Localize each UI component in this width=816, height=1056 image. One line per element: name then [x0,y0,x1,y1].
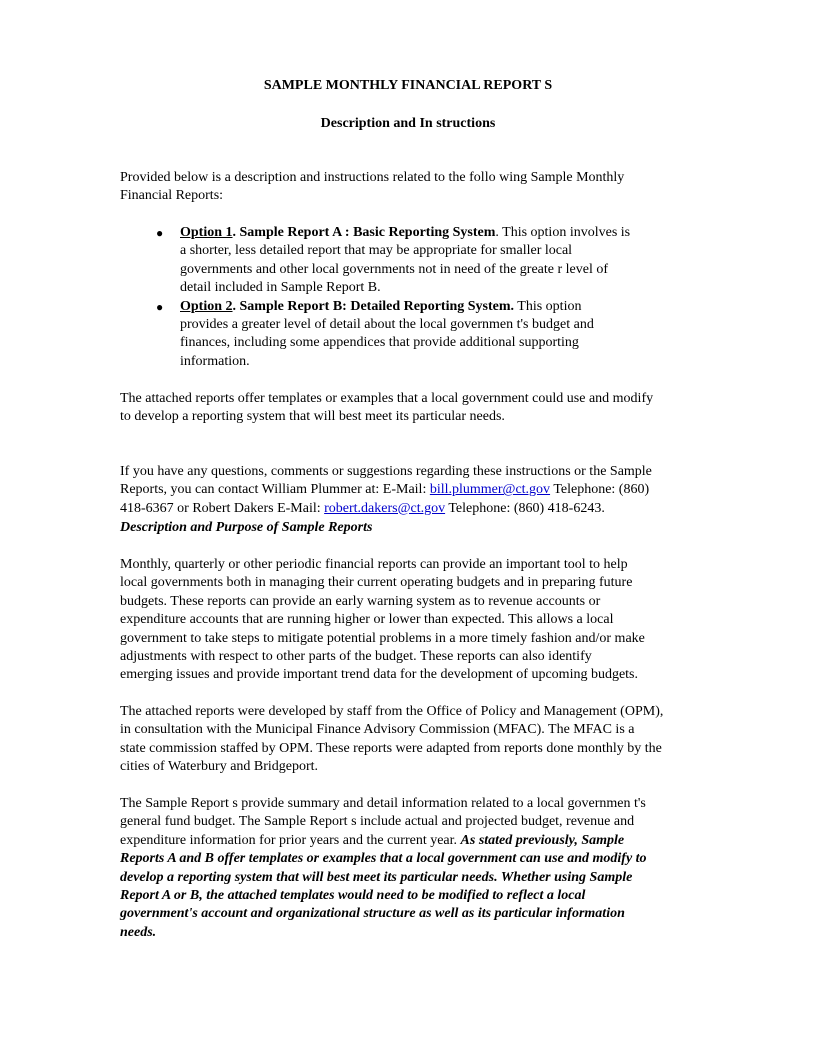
paragraph-line: local governments both in managing their current operating budgets and in preparing future [120,575,633,591]
emphasis-line: government's account and organizational structure as well as its particular information [120,906,625,922]
paragraph-line: The attached reports offer templates or examples that a local government could use and modify [120,391,654,406]
option-text: a shorter, less detailed report that may be appropriate for smaller local [180,243,573,259]
paragraph-line: state commission staffed by OPM. These reports were adapted from reports done monthly by the [120,740,662,756]
option-text: provides a greater level of detail about the local governmen t's budget and [180,317,594,333]
paragraph-line: If you have any questions, comments or suggestions regarding these instructions or the Sample [120,464,652,479]
paragraph-line: general fund budget. The Sample Report s include actual and projected budget, revenue and [120,814,635,830]
emphasis-line: Report A or B, the attached templates would need to be modified to reflect a local [120,888,586,904]
paragraph-text: Telephone: (860) [553,482,650,498]
paragraph-line: adjustments with respect to other parts of the budget. These reports can also identify [120,649,592,665]
bullet-icon: ● [156,226,164,240]
paragraph-text: expenditure information for prior years and the current year. [120,832,461,848]
option-text: information. [180,353,250,369]
emphasis-line: needs. [120,924,157,940]
option-item-2 [156,298,716,372]
paragraph-line: expenditure accounts that are running higher or lower than expected. This allows a local [120,612,614,628]
options-list [156,224,716,371]
document-title: SAMPLE MONTHLY FINANCIAL REPORT S [263,78,553,93]
paragraph-line: The Sample Report s provide summary and detail information related to a local governmen t's [120,796,646,811]
summary-paragraph [120,795,730,942]
option-text: finances, including some appendices that provide additional supporting [180,335,579,351]
section-heading: Description and Purpose of Sample Reports [120,520,373,535]
intro-paragraph [120,169,730,206]
option-item-1 [156,224,716,298]
option-label: Option 2 [180,298,233,314]
paragraph-text: Telephone: (860) 418-6243. [448,500,605,516]
option-text: This option [514,298,582,314]
contacts-paragraph [120,463,730,518]
paragraph-line: government to take steps to mitigate potential problems in a more timely fashion and/or make [120,630,645,646]
intro-line: Provided below is a description and instructions related to the follo wing Sample Monthly [120,170,625,185]
paragraph-line: cities of Waterbury and Bridgeport. [120,759,319,775]
templates-paragraph [120,390,730,427]
option-text: detail included in Sample Report B. [180,280,381,296]
paragraph-text: Reports, you can contact William Plummer at: E-Mail: [120,482,430,498]
purpose-paragraph [120,556,730,685]
bullet-icon: ● [156,299,164,314]
paragraph-line: budgets. These reports can provide an early warning system as to revenue accounts or [120,593,601,609]
option-text: . This option involves is [495,225,631,240]
document-subtitle: Description and In structions [320,116,496,131]
paragraph-line: Monthly, quarterly or other periodic financial reports can provide an important tool to help [120,557,628,572]
option-heading: . Sample Report A : Basic Reporting System [232,225,496,240]
option-label: Option 1 [180,225,233,240]
intro-line: Financial Reports: [120,188,224,204]
paragraph-line: The attached reports were developed by staff from the Office of Policy and Management (OPM), [120,704,664,719]
option-heading: . Sample Report B: Detailed Reporting System. [232,298,515,314]
paragraph-text: 418-6367 or Robert Dakers E-Mail: [120,500,325,516]
email-link-dakers[interactable]: robert.dakers@ct.gov [324,500,446,516]
option-text: governments and other local governments not in need of the greate r level of [180,261,609,277]
paragraph-line: to develop a reporting system that will best meet its particular needs. [120,409,505,425]
emphasis-text: As stated previously, Sample [460,832,625,848]
opm-paragraph [120,703,745,777]
paragraph-line: in consultation with the Municipal Finance Advisory Commission (MFAC). The MFAC is a [120,722,635,738]
paragraph-line: emerging issues and provide important trend data for the development of upcoming budgets. [120,667,639,683]
emphasis-line: Reports A and B offer templates or examples that a local government can use and modify to [120,851,647,867]
email-link-plummer[interactable]: bill.plummer@ct.gov [429,482,551,498]
emphasis-line: develop a reporting system that will best meet its particular needs. Whether using Sample [120,869,633,885]
